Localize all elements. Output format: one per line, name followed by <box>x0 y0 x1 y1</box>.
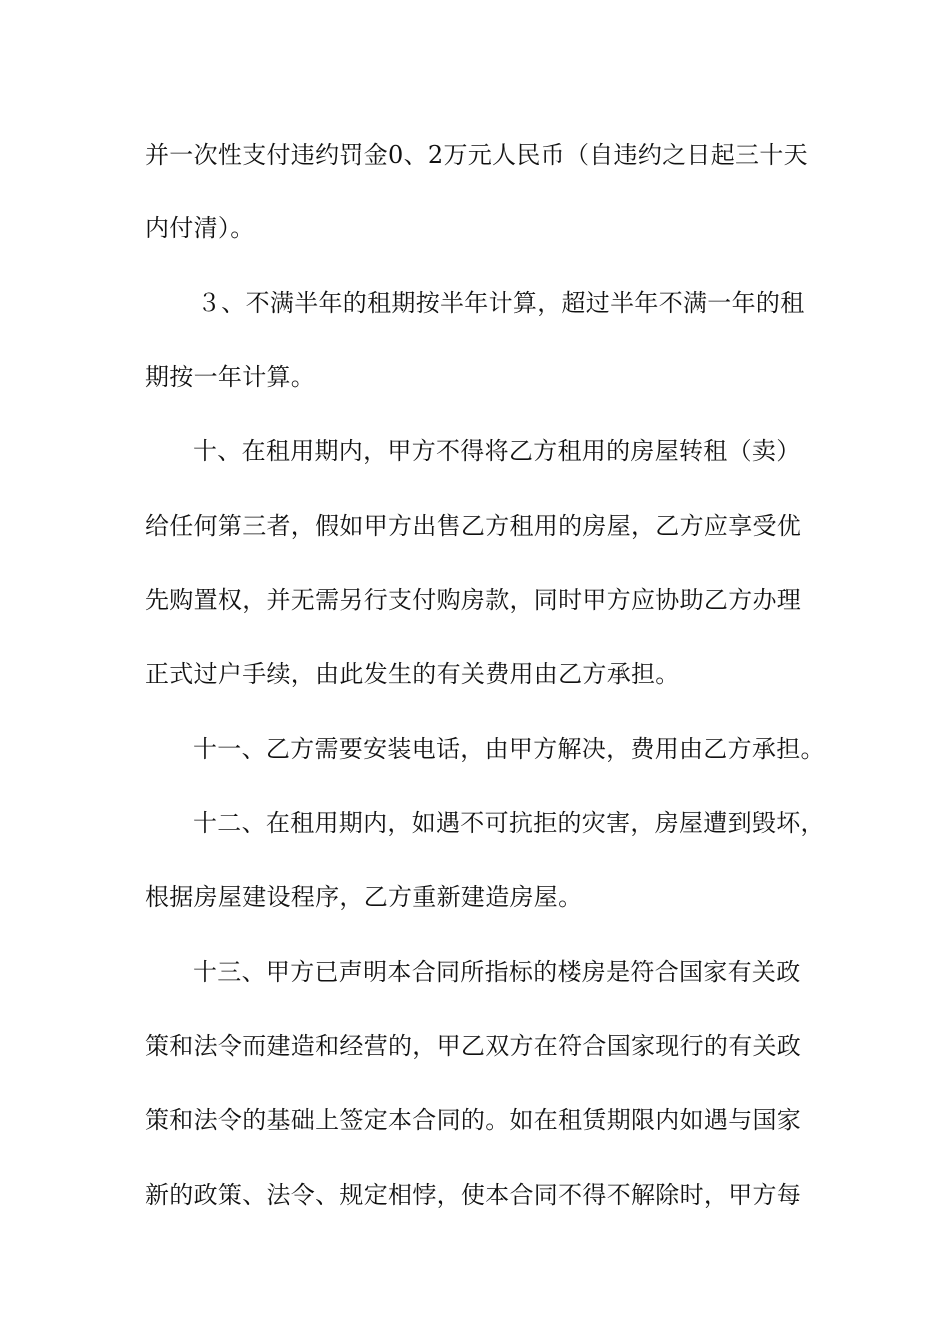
clause-13-line-3: 策和法令的基础上签定本合同的。如在租赁期限内如遇与国家 <box>145 1106 802 1134</box>
clause-11-line-1: 十一、乙方需要安装电话，由甲方解决，费用由乙方承担。 <box>193 735 825 763</box>
clause-10-line-4: 正式过户手续，由此发生的有关费用由乙方承担。 <box>145 660 680 688</box>
clause-10-line-3: 先购置权，并无需另行支付购房款，同时甲方应协助乙方办理 <box>145 586 802 614</box>
clause-13-line-4: 新的政策、法令、规定相悖，使本合同不得不解除时，甲方每 <box>145 1181 802 1209</box>
clause-12-line-1: 十二、在租用期内，如遇不可抗拒的灾害，房屋遭到毁坏， <box>193 809 825 837</box>
clause-10-line-2: 给任何第三者，假如甲方出售乙方租用的房屋，乙方应享受优 <box>145 512 802 540</box>
clause-3-line-2: 期按一年计算。 <box>145 363 316 391</box>
clause-3-line-1: ３、不满半年的租期按半年计算，超过半年不满一年的租 <box>197 289 805 317</box>
text-line-2: 内付清）。 <box>145 214 255 242</box>
clause-10-line-1: 十、在租用期内，甲方不得将乙方租用的房屋转租（卖） <box>193 437 801 465</box>
clause-12-line-2: 根据房屋建设程序，乙方重新建造房屋。 <box>145 883 583 911</box>
text-line-1: 并一次性支付违约罚金0、2万元人民币（自违约之日起三十天 <box>145 141 808 169</box>
clause-13-line-1: 十三、甲方已声明本合同所指标的楼房是符合国家有关政 <box>193 958 801 986</box>
clause-13-line-2: 策和法令而建造和经营的，甲乙双方在符合国家现行的有关政 <box>145 1032 802 1060</box>
